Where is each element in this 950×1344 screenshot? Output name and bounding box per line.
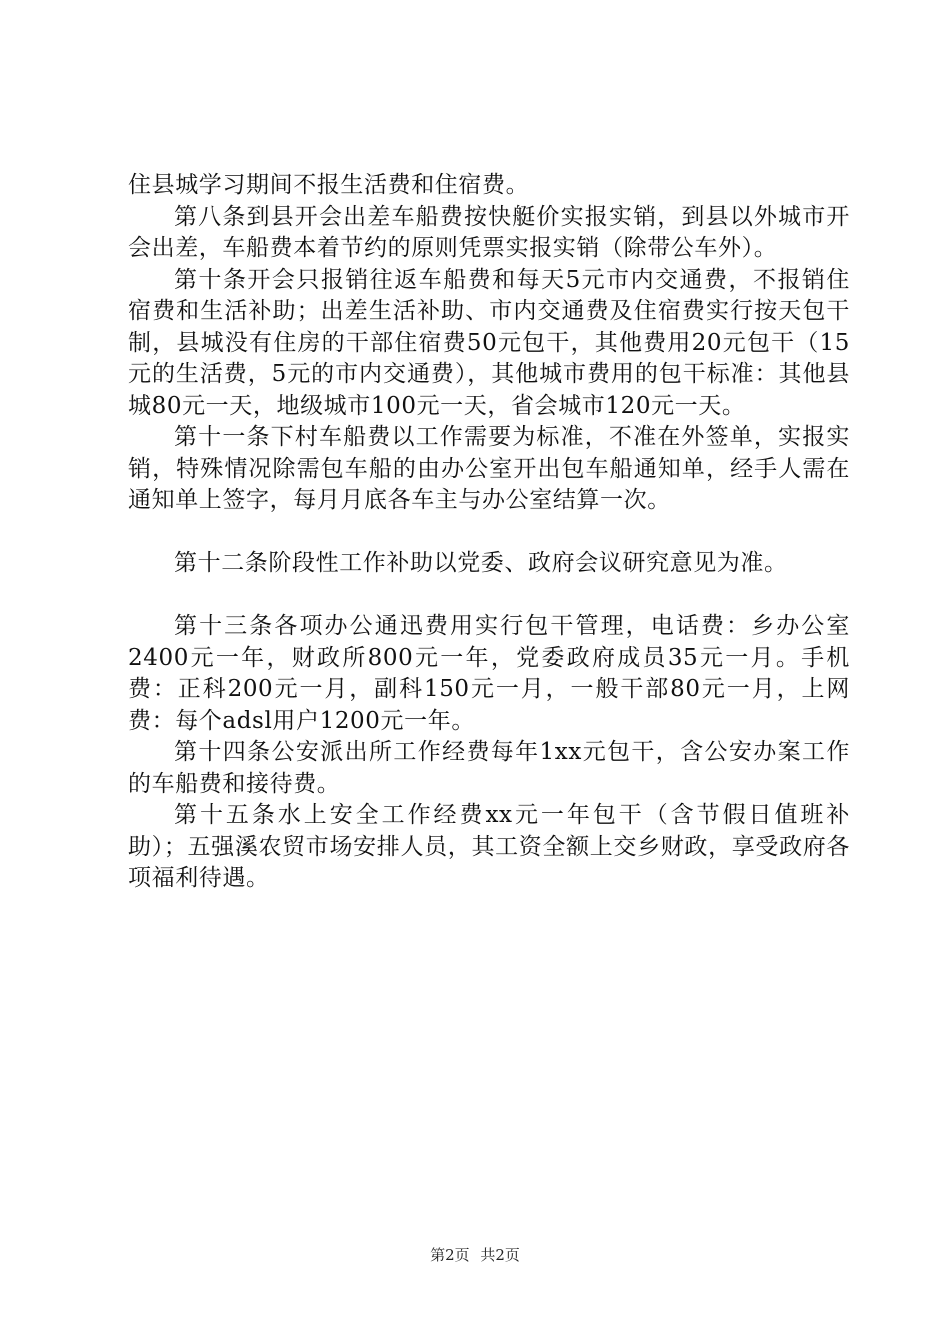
- paragraph-article-8: 第八条到县开会出差车船费按快艇价实报实销，到县以外城市开会出差，车船费本着节约的原则凭票实报实销（除带公车外）。: [128, 203, 850, 261]
- paragraph-article-12: 第十二条阶段性工作补助以党委、政府会议研究意见为准。: [174, 550, 788, 576]
- paragraph-article-15: 第十五条水上安全工作经费xx元一年包干（含节假日值班补助）；五强溪农贸市场安排人员，其工资全额上交乡财政，享受政府各项福利待遇。: [128, 802, 850, 891]
- paragraph-article-14: 第十四条公安派出所工作经费每年1xx元包干，含公安办案工作的车船费和接待费。: [128, 739, 850, 797]
- paragraph-article-13: 第十三条各项办公通迅费用实行包干管理，电话费：乡办公室2400元一年，财政所800元一年，党委政府成员35元一月。手机费：正科200元一月，副科150元一月，一般干部80元一月，上网费：每个adsl用户1200元一年。: [128, 613, 850, 734]
- paragraph-article-11: 第十一条下村车船费以工作需要为标准，不准在外签单，实报实销，特殊情况除需包车船的由办公室开出包车船通知单，经手人需在通知单上签字，每月月底各车主与办公室结算一次。: [128, 424, 850, 513]
- page-total: 共2页: [480, 1246, 520, 1264]
- paragraph-article-10: 第十条开会只报销往返车船费和每天5元市内交通费，不报销住宿费和生活补助；出差生活补助、市内交通费及住宿费实行按天包干制，县城没有住房的干部住宿费50元包干，其他费用20元包干（15元的生活费，5元的市内交通费），其他城市费用的包干标准：其他县城80元一天，地级城市100元一天，省会城市120元一天。: [128, 266, 850, 419]
- paragraph-continuation: 住县城学习期间不报生活费和住宿费。: [128, 172, 530, 198]
- page-number: 第2页: [430, 1246, 470, 1264]
- document-body: [128, 170, 850, 895]
- page-footer: [0, 1245, 950, 1265]
